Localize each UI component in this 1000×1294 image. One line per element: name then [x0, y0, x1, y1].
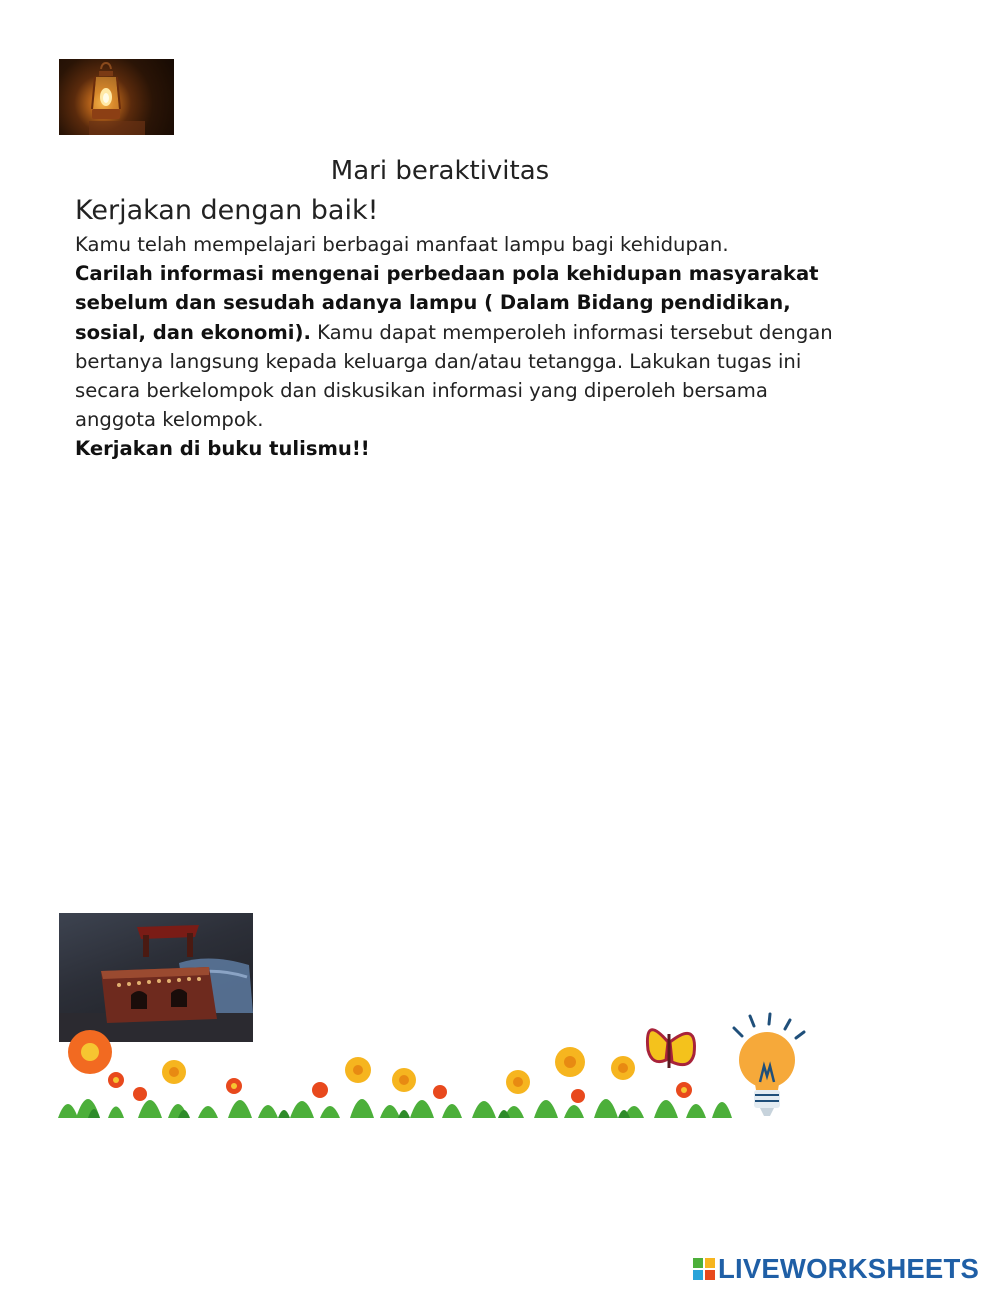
liveworksheets-branding — [693, 1253, 979, 1285]
intro-text: Kamu telah mempelajari berbagai manfaat lampu bagi kehidupan. — [75, 233, 729, 256]
page-subtitle: Kerjakan dengan baik! — [75, 195, 379, 226]
liveworksheets-logo-icon — [693, 1258, 715, 1280]
lantern-image — [59, 59, 174, 135]
task-bold-text: Carilah informasi mengenai perbedaan pola kehidupan masyarakat sebelum dan sesudah adanya lampu ( Dalam Bidang pendidikan, sosial, dan ekonomi). — [75, 262, 819, 344]
closing-instruction: Kerjakan di buku tulismu!! — [75, 437, 370, 460]
instructions-paragraph — [75, 230, 835, 434]
flower-border-illustration — [58, 1010, 738, 1120]
page-title: Mari beraktivitas — [330, 156, 550, 186]
light-bulb-icon — [724, 1010, 810, 1120]
brand-name: LIVEWORKSHEETS — [718, 1253, 980, 1284]
lantern-icon — [59, 59, 174, 135]
butterfly-icon — [647, 1030, 694, 1068]
task-detail-text: Kamu dapat memperoleh informasi tersebut dengan bertanya langsung kepada keluarga dan/atau tetangga. Lakukan tugas ini secara berkelompok dan diskusikan informasi yang diperoleh bersama anggota kelompok. — [75, 320, 833, 432]
